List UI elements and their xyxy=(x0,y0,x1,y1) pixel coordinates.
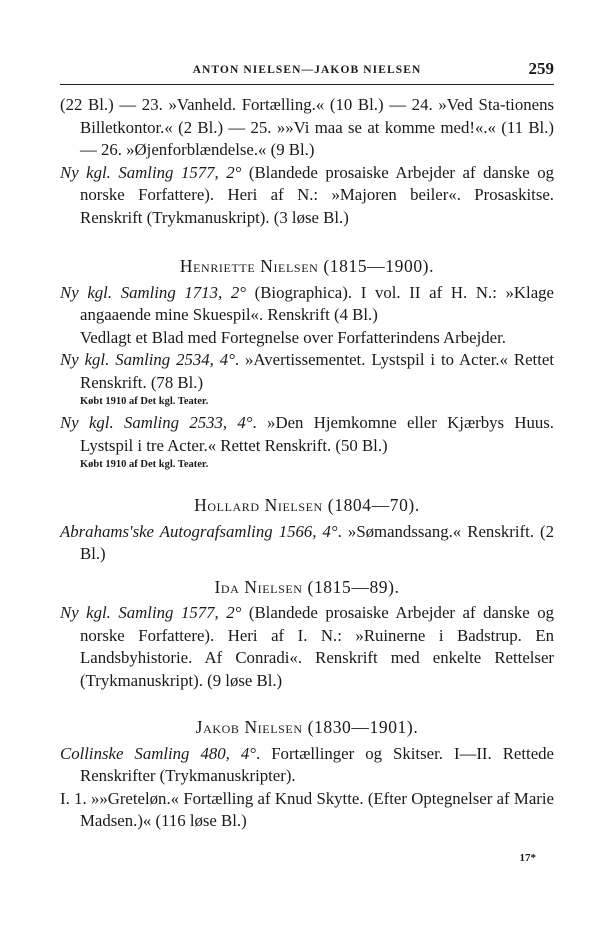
provenance-note: Købt 1910 af Det kgl. Teater. xyxy=(80,459,209,470)
entry-description: (Blandede prosaiske Arbejder af danske og norske Forfattere). Heri af N.: »Majoren beiler«. Prosaskitse. Renskrift (Trykmanuskript). (3 løse Bl.) xyxy=(80,162,554,227)
catalog-entry xyxy=(60,282,554,327)
collection-reference: Ny kgl. Samling 1577, 2° xyxy=(60,603,242,622)
entry-description: (Blandede prosaiske Arbejder af danske og norske Forfattere). Heri af I. N.: »Ruinerne i Badstrup. En Landsbyhistorie. Af Conradi«. Renskrift med enkelte Rettelser (Trykmanuskript). (9 løse Bl.) xyxy=(80,603,554,690)
collection-reference: Ny kgl. Samling 2534, 4° xyxy=(60,350,235,369)
collection-reference: Ny kgl. Samling 2533, 4° xyxy=(60,413,253,432)
catalog-entry xyxy=(60,602,554,692)
entry-description: (Biographica). I vol. II af H. N.: »Klage angaaende mine Skuespil«. Renskrift (4 Bl.) xyxy=(80,282,554,324)
entry-description: . »Avertissementet. Lystspil i to Acter.« Rettet Renskrift. (78 Bl.) xyxy=(80,350,554,392)
signature-mark: 17* xyxy=(519,852,536,864)
section-heading: Jakob Nielsen (1830—1901). xyxy=(195,717,419,737)
section-heading: Ida Nielsen (1815—89). xyxy=(214,576,400,597)
catalog-entry xyxy=(60,521,554,566)
running-head xyxy=(60,60,554,85)
entry-addendum: Vedlagt et Blad med Fortegnelse over Forfatterindens Arbejder. xyxy=(80,327,506,347)
catalog-entry xyxy=(60,412,554,457)
catalog-entry xyxy=(60,349,554,394)
entry-continuation: (22 Bl.) — 23. »Vanheld. Fortælling.« (10 Bl.) — 24. »Ved Sta-tionens Billetkontor.« (2 Bl.) — 25. »»Vi maa se at komme med!«.« (11 Bl.) — 26. »Øjenforblændelse.« (9 Bl.) xyxy=(60,95,554,159)
collection-reference: Collinske Samling 480, 4° xyxy=(60,743,256,763)
entry-description: . »Sømandssang.« Renskrift. (2 Bl.) xyxy=(80,521,554,563)
catalog-subentry: I. 1. »»Greteløn.« Fortælling af Knud Skytte. (Efter Optegnelser af Marie Madsen.)« (116 løse Bl.) xyxy=(60,788,554,830)
collection-reference: Abrahams'ske Autografsamling 1566, 4° xyxy=(60,521,338,541)
collection-reference: Ny kgl. Samling 1713, 2° xyxy=(60,282,246,302)
running-title: ANTON NIELSEN—JAKOB NIELSEN xyxy=(192,64,422,76)
page-number: 259 xyxy=(528,59,554,78)
catalog-entry xyxy=(60,743,554,788)
entry-description: . »Den Hjemkomne eller Kjærbys Huus. Lystspil i tre Acter.« Rettet Renskrift. (50 Bl.) xyxy=(80,413,554,455)
entry-description: . Fortællinger og Skitser. I—II. Rettede Renskrifter (Trykmanuskripter). xyxy=(80,743,554,785)
section-heading: Henriette Nielsen (1815—1900). xyxy=(179,256,435,276)
catalog-entry xyxy=(60,162,554,230)
collection-reference: Ny kgl. Samling 1577, 2° xyxy=(60,162,242,182)
page-body xyxy=(60,94,554,833)
provenance-note: Købt 1910 af Det kgl. Teater. xyxy=(80,396,209,407)
section-heading: Hollard Nielsen (1804—70). xyxy=(194,495,420,515)
